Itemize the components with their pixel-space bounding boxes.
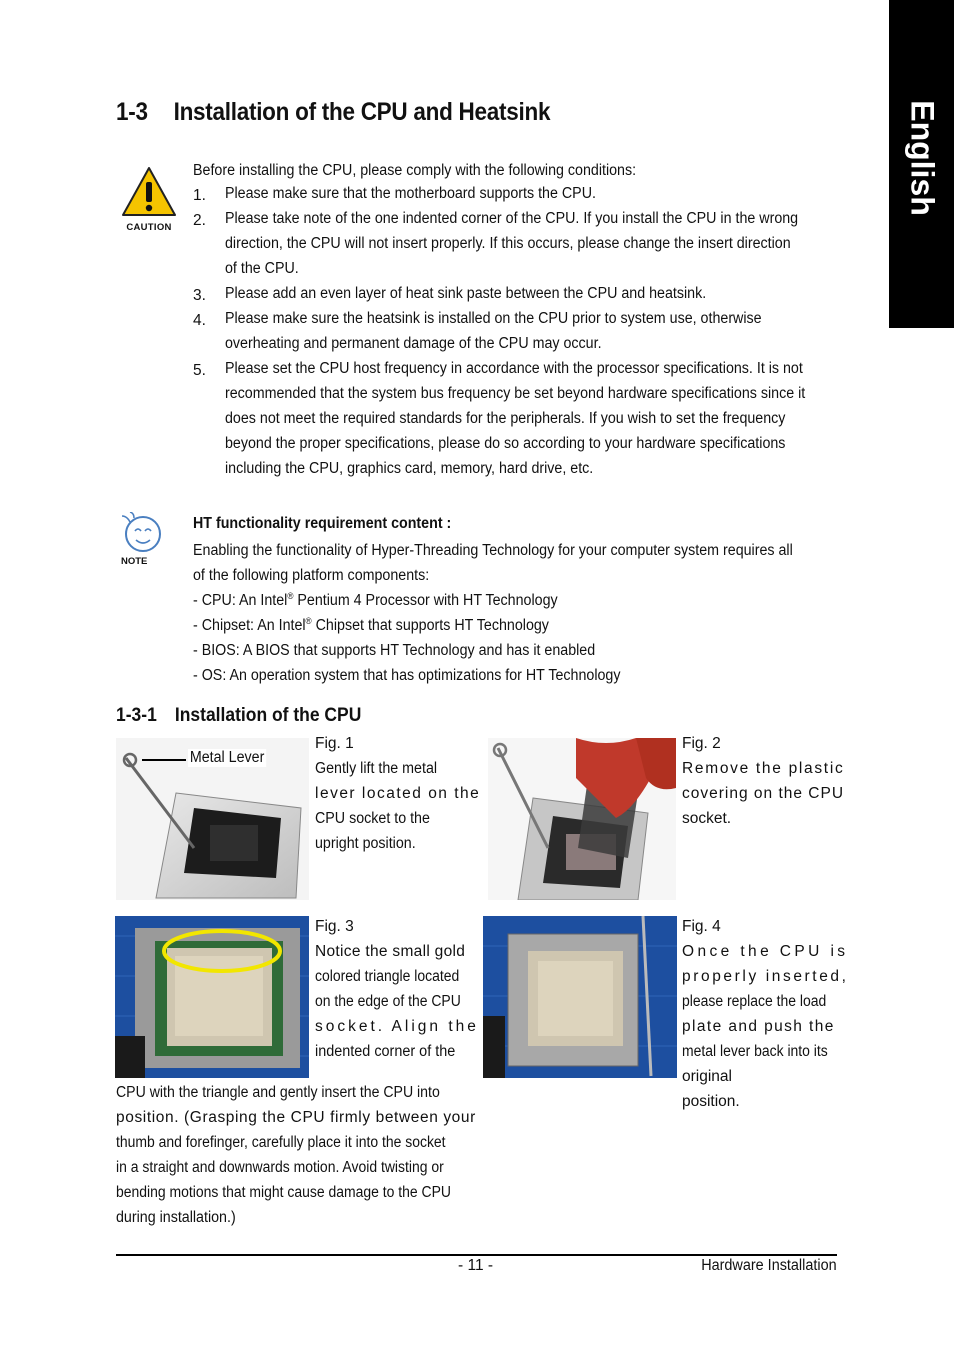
caution-item-line: does not meet the required standards for the peripherals. If you wish to set the frequency	[225, 410, 786, 427]
fig2-caption: Fig. 2 Remove the plastic covering on the CPU socket.	[682, 731, 837, 831]
caution-item-text	[225, 356, 837, 481]
caution-item-number: 4.	[193, 312, 206, 329]
caution-icon	[120, 165, 178, 231]
fig4-photo	[483, 916, 677, 1078]
fig1-label: Fig. 1	[315, 735, 354, 752]
language-tab-label: English	[904, 100, 940, 216]
metal-lever-callout: Metal Lever	[189, 749, 265, 766]
subsection-number: 1-3-1	[116, 705, 157, 726]
caution-item-number: 2.	[193, 212, 206, 229]
caution-item-line: Please take note of the one indented corner of the CPU. If you install the CPU in the wrong	[225, 210, 799, 227]
caution-item-text	[225, 206, 837, 281]
caution-item-number: 3.	[193, 287, 206, 304]
caution-item-line: beyond the proper specifications, please do so according to your hardware specifications	[225, 435, 786, 452]
caution-item-line: recommended that the system bus frequency be set beyond hardware specifications since it	[225, 385, 806, 402]
fig4-label: Fig. 4	[682, 918, 721, 935]
caution-item-line: Please add an even layer of heat sink paste between the CPU and heatsink.	[225, 285, 707, 302]
caution-item-line: Please make sure the heatsink is installed on the CPU prior to system use, otherwise	[225, 310, 762, 327]
caution-item-line: Please set the CPU host frequency in accordance with the processor specifications. It is not	[225, 360, 803, 377]
page-number: - 11 -	[458, 1257, 494, 1274]
footer-rule	[116, 1254, 837, 1256]
fig3-label: Fig. 3	[315, 918, 354, 935]
caution-label: CAUTION	[126, 222, 172, 233]
note-os: - OS: An operation system that has optimizations for HT Technology	[193, 667, 621, 684]
subsection-title: Installation of the CPU	[174, 705, 362, 726]
note-title: HT functionality requirement content :	[193, 515, 452, 532]
note-body	[193, 538, 845, 688]
caution-intro: Before installing the CPU, please comply with the following conditions:	[193, 162, 637, 179]
note-line: of the following platform components:	[193, 567, 430, 584]
caution-item-number: 1.	[193, 187, 206, 204]
language-tab	[889, 0, 954, 328]
note-chipset: - Chipset: An Intel® Chipset that supports HT Technology	[193, 615, 549, 634]
note-icon	[118, 512, 166, 567]
caution-item-text	[225, 306, 837, 356]
caution-item-line: of the CPU.	[225, 260, 299, 277]
fig3-photo	[115, 916, 309, 1078]
caution-item-line: including the CPU, graphics card, memory, hard drive, etc.	[225, 460, 594, 477]
note-cpu: - CPU: An Intel® Pentium 4 Processor with HT Technology	[193, 590, 558, 609]
caution-item-line: overheating and permanent damage of the CPU may occur.	[225, 335, 602, 352]
note-bios: - BIOS: A BIOS that supports HT Technology and has it enabled	[193, 642, 596, 659]
section-title: Installation of the CPU and Heatsink	[173, 98, 551, 126]
fig2-photo	[488, 738, 676, 900]
caution-item-text	[225, 181, 837, 206]
caution-item-text	[225, 281, 837, 306]
section-heading	[116, 98, 550, 127]
note-line: Enabling the functionality of Hyper-Threading Technology for your computer system requires all	[193, 542, 793, 559]
fig3-continuation: CPU with the triangle and gently insert the CPU into position. (Grasping the CPU firmly between your thumb and forefinger, carefully place it into the socket in a straight and downwards motion. Avoid twisting or bending motions that might cause damage to the CPU during installation.)	[116, 1084, 476, 1226]
fig3-caption: Fig. 3 Notice the small gold colored triangle located on the edge of the CPU socket. Align the indented corner of the	[315, 914, 470, 1064]
section-number: 1-3	[116, 98, 148, 126]
fig1-caption: Fig. 1 Gently lift the metal lever located on the CPU socket to the upright position.	[315, 731, 470, 856]
subsection-heading	[116, 705, 361, 727]
footer-section: Hardware Installation	[701, 1257, 837, 1274]
caution-item-line: Please make sure that the motherboard supports the CPU.	[225, 185, 596, 202]
fig2-label: Fig. 2	[682, 735, 721, 752]
caution-item-line: direction, the CPU will not insert properly. If this occurs, please change the insert direction	[225, 235, 791, 252]
note-label: NOTE	[121, 556, 148, 567]
metal-lever-pointer	[142, 759, 186, 761]
fig4-caption: Fig. 4 Once the CPU is properly inserted, please replace the load plate and push the metal lever back into its original position.	[682, 914, 837, 1114]
caution-item-number: 5.	[193, 362, 206, 379]
